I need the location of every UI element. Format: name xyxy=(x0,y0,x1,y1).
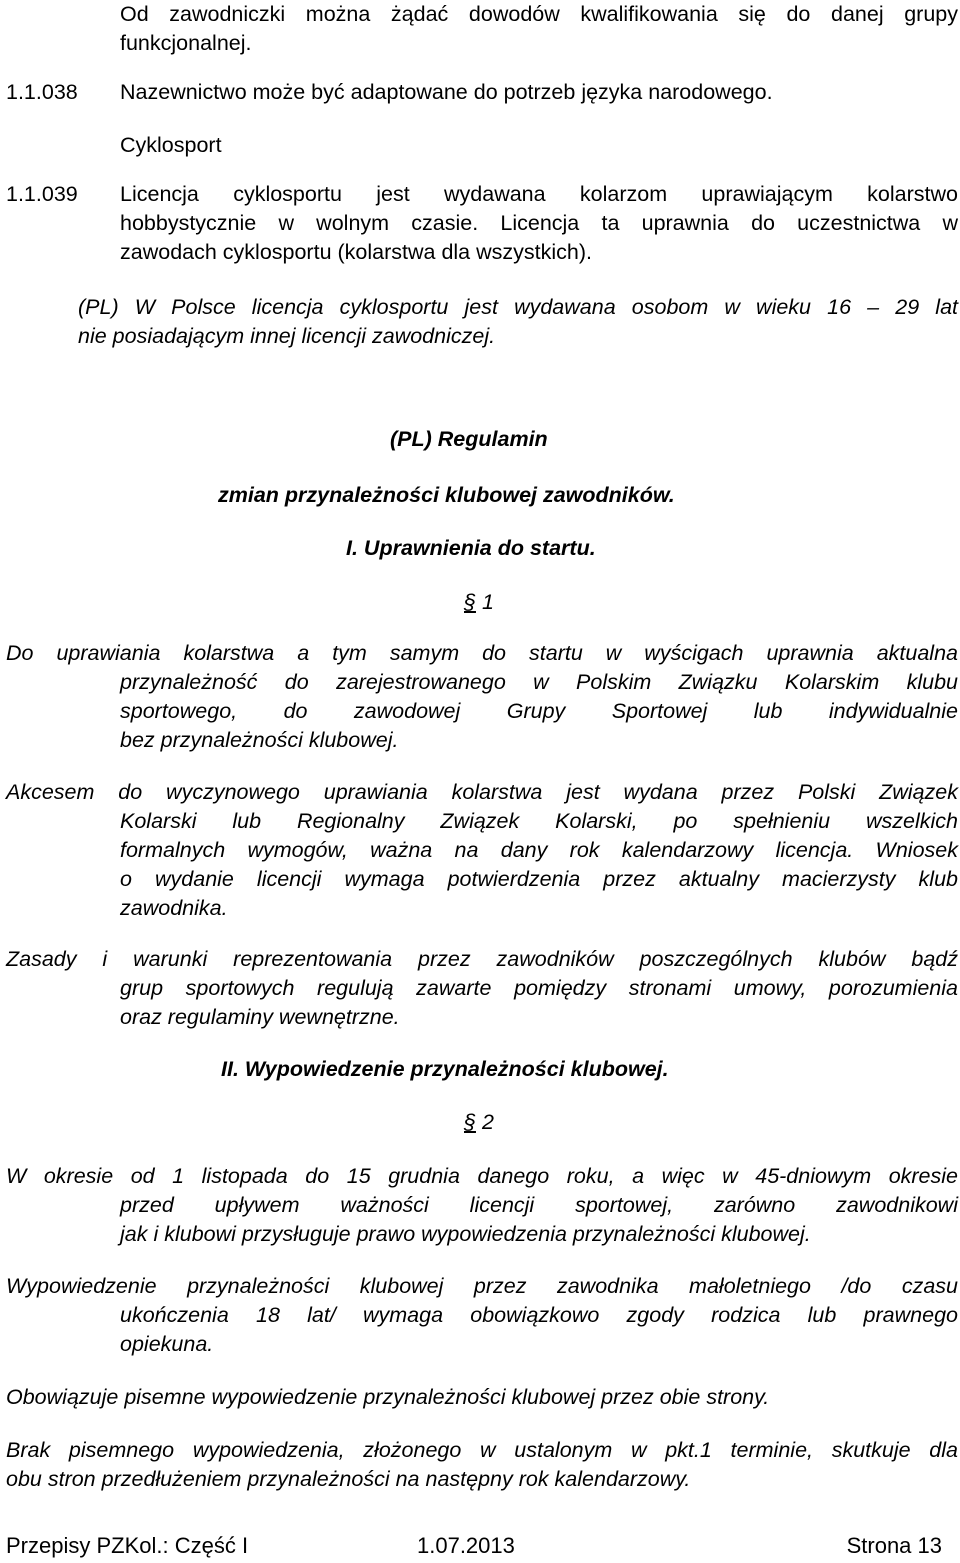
p2-line-2: Kolarski lub Regionalny Związek Kolarski, po spełnieniu wszelkich xyxy=(120,809,958,833)
paragraph-p6: Obowiązuje pisemne wypowiedzenie przynależności klubowej przez obie strony. xyxy=(6,1385,770,1409)
p7-line-1: Brak pisemnego wypowiedzenia, złożonego w ustalonym w pkt.1 terminie, skutkuje dla xyxy=(6,1438,958,1462)
p7-line-2: obu stron przedłużeniem przynależności na następny rok kalendarzowy. xyxy=(6,1467,691,1491)
item-line-3: zawodach cyklosportu (kolarstwa dla wszystkich). xyxy=(120,240,592,264)
footer-date: 1.07.2013 xyxy=(417,1533,515,1558)
p4-line-1: W okresie od 1 listopada do 15 grudnia danego roku, a więc w 45-dniowym okresie xyxy=(6,1164,958,1188)
cyklosport-heading: Cyklosport xyxy=(120,133,222,157)
p2-line-5: zawodnika. xyxy=(120,896,228,920)
top-para-line-2: funkcjonalnej. xyxy=(120,31,252,55)
p2-line-4: o wydanie licencji wymaga potwierdzenia przez aktualny macierzysty klub xyxy=(120,867,958,891)
item-number: 1.1.038 xyxy=(6,80,78,104)
pl-note-line-2: nie posiadającym innej licencji zawodniczej. xyxy=(78,324,496,348)
section-1-heading: I. Uprawnienia do startu. xyxy=(346,536,596,560)
paragraph-num: 2 xyxy=(481,1110,494,1134)
section-sign: § xyxy=(464,590,476,614)
item-text: Nazewnictwo może być adaptowane do potrzeb języka narodowego. xyxy=(120,80,773,104)
p1-line-3: sportowego, do zawodowej Grupy Sportowej lub indywidualnie xyxy=(120,699,958,723)
p3-line-3: oraz regulaminy wewnętrzne. xyxy=(120,1005,400,1029)
paragraph-2-number xyxy=(464,1108,494,1137)
p2-line-1: Akcesem do wyczynowego uprawiania kolarstwa jest wydana przez Polski Związek xyxy=(6,780,958,804)
item-number: 1.1.039 xyxy=(6,182,78,206)
p3-line-1: Zasady i warunki reprezentowania przez zawodników poszczególnych klubów bądź xyxy=(6,947,958,971)
item-line-2: hobbystycznie w wolnym czasie. Licencja ta uprawnia do uczestnictwa w xyxy=(120,211,958,235)
pl-note-line-1: (PL) W Polsce licencja cyklosportu jest wydawana osobom w wieku 16 – 29 lat xyxy=(78,295,958,319)
p1-line-1: Do uprawiania kolarstwa a tym samym do startu w wyścigach uprawnia aktualna xyxy=(6,641,958,665)
regulamin-title: (PL) Regulamin xyxy=(390,427,548,451)
section-sign: § xyxy=(464,1110,476,1134)
top-para-line-1: Od zawodniczki można żądać dowodów kwalifikowania się do danej grupy xyxy=(120,2,958,26)
item-line-1: Licencja cyklosportu jest wydawana kolarzom uprawiającym kolarstwo xyxy=(120,182,958,206)
p4-line-2: przed upływem ważności licencji sportowej, zarówno zawodnikowi xyxy=(120,1193,958,1217)
footer-page-number: Strona 13 xyxy=(846,1533,942,1558)
p1-line-4: bez przynależności klubowej. xyxy=(120,728,399,752)
p3-line-2: grup sportowych regulują zawarte pomiędzy stronami umowy, porozumienia xyxy=(120,976,958,1000)
p2-line-3: formalnych wymogów, ważna na dany rok kalendarzowy licencja. Wniosek xyxy=(120,838,958,862)
p5-line-3: opiekuna. xyxy=(120,1332,214,1356)
p5-line-2: ukończenia 18 lat/ wymaga obowiązkowo zgody rodzica lub prawnego xyxy=(120,1303,958,1327)
paragraph-num: 1 xyxy=(481,590,494,614)
footer-left: Przepisy PZKol.: Część I xyxy=(6,1533,249,1558)
p1-line-2: przynależność do zarejestrowanego w Polskim Związku Kolarskim klubu xyxy=(120,670,958,694)
paragraph-1-number xyxy=(464,588,494,617)
section-2-heading: II. Wypowiedzenie przynależności klubowej. xyxy=(221,1057,669,1081)
regulamin-subtitle: zmian przynależności klubowej zawodników. xyxy=(218,483,675,507)
p4-line-3: jak i klubowi przysługuje prawo wypowiedzenia przynależności klubowej. xyxy=(120,1222,811,1246)
p5-line-1: Wypowiedzenie przynależności klubowej przez zawodnika małoletniego /do czasu xyxy=(6,1274,958,1298)
